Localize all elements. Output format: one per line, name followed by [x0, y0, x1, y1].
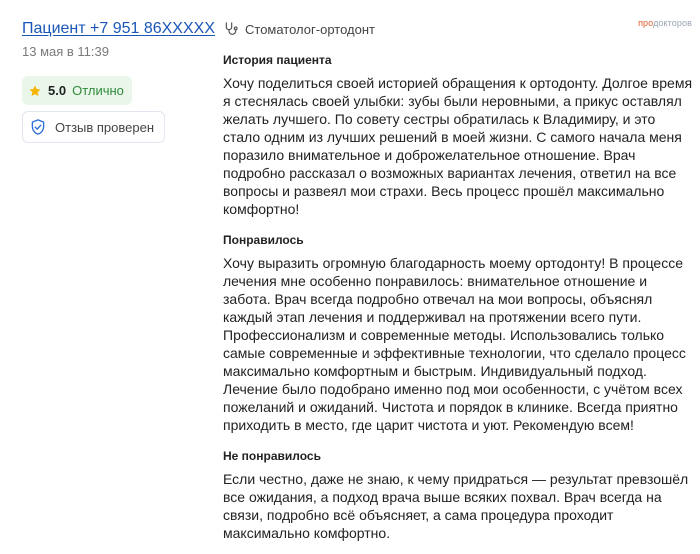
- review-date: 13 мая в 11:39: [22, 44, 109, 59]
- doctor-specialty: [223, 20, 693, 38]
- rating-badge: [22, 76, 132, 105]
- shield-check-icon: [29, 118, 47, 136]
- rating-score: 5.0: [48, 83, 67, 98]
- section-title-history: История пациента: [223, 53, 332, 67]
- stethoscope-icon: [223, 21, 239, 37]
- rating-label: Отлично: [72, 83, 124, 98]
- section-text-liked: Хочу выразить огромную благодарность моему ортодонту! В процессе лечения мне особенно понравилось: внимательное отношение и забота. Врач всегда подробно отвечал на мои вопросы, объяснял каждый этап лечения и поддерживал на протяжении всего пути. Профессионализм и современные методы. Использовались только самые современные и эффективные технологии, что сделало процесс максимально комфортным и быстрым. Индивидуальный подход. Лечение было подобрано именно под мои особенности, с учётом всех пожеланий и ожиданий. Чистота и порядок в клинике. Всегда приятно приходить в место, где царит чистота и уют. Рекомендую всем!: [223, 255, 686, 433]
- author-link[interactable]: Пациент +7 951 86XXXXX: [22, 20, 215, 37]
- verified-label: Отзыв проверен: [55, 119, 155, 135]
- section-text-history: Хочу поделиться своей историей обращения к ортодонту. Долгое время я стеснялась своей улыбки: зубы были неровными, а прикус оставлял желать лучшего. По совету сестры обратилась к Владимиру, и это стало одним из лучших решений в моей жизни. С самого начала меня поразило внимательное и доброжелательное отношение. Врач подробно рассказал о возможных вариантах лечения, ответил на все вопросы и развеял мои страхи. Весь процесс прошёл максимально комфортно!: [223, 75, 693, 217]
- specialty-label: Стоматолог-ортодонт: [245, 21, 375, 37]
- review-body: [223, 20, 693, 542]
- section-text-disliked: Если честно, даже не знаю, к чему придраться — результат превзошёл все ожидания, а подход врача выше всяких похвал. Врач всегда на связи, подробно всё объясняет, а сама процедура проходит максимально комфортно.: [223, 471, 689, 541]
- section-title-disliked: Не понравилось: [223, 449, 321, 463]
- star-icon: [28, 84, 42, 98]
- review-meta: [22, 18, 215, 143]
- section-title-liked: Понравилось: [223, 233, 304, 247]
- verified-badge[interactable]: [22, 111, 165, 143]
- logo-part-doctorov: докторов: [653, 18, 692, 28]
- logo-part-pro: про: [638, 18, 654, 28]
